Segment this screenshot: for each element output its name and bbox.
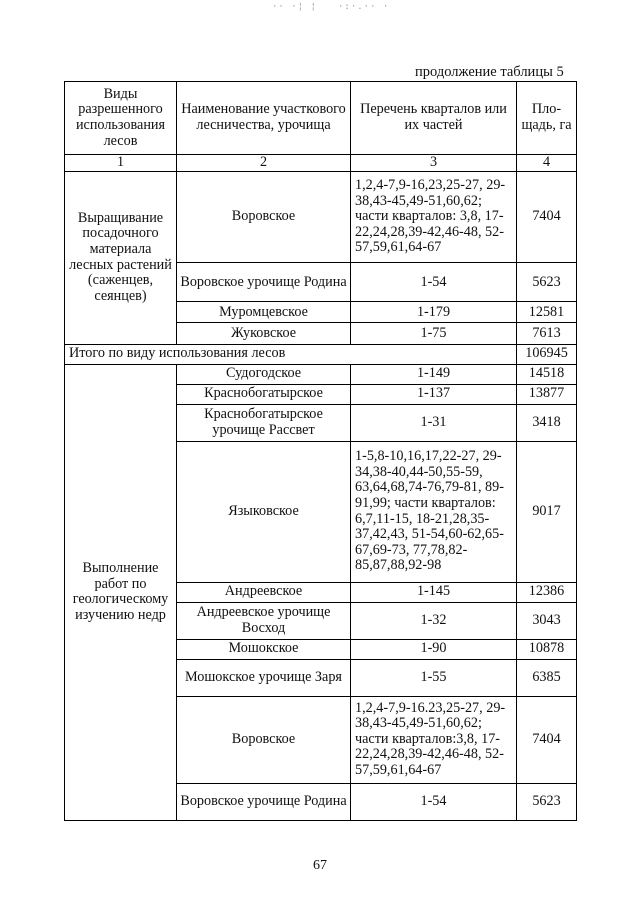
total-row	[65, 344, 577, 364]
area-cell: 9017	[517, 441, 577, 582]
header-forestry: Наименование участкового лесничества, урочища	[177, 82, 351, 155]
area-cell: 13877	[517, 384, 577, 404]
quarters-cell: 1,2,4-7,9-16,23,25-27, 29-38,43-45,49-51,60,62; части кварталов: 3,8, 17-22,24,28,39-42,46-48, 52-57,59,61,64-67	[351, 171, 517, 263]
area-cell: 12581	[517, 302, 577, 323]
column-number: 2	[177, 155, 351, 172]
forestry-cell: Воровское	[177, 171, 351, 263]
forestry-cell: Жуковское	[177, 323, 351, 344]
forestry-cell: Муромцевское	[177, 302, 351, 323]
quarters-cell: 1-145	[351, 582, 517, 602]
area-cell: 7613	[517, 323, 577, 344]
forestry-cell: Мошокское	[177, 639, 351, 659]
quarters-cell: 1-137	[351, 384, 517, 404]
forestry-cell: Судогодское	[177, 364, 351, 384]
header-area: Пло-щадь, га	[517, 82, 577, 155]
total-area: 106945	[517, 344, 577, 364]
area-cell: 3418	[517, 404, 577, 441]
quarters-cell: 1-54	[351, 783, 517, 820]
area-cell: 6385	[517, 659, 577, 696]
use-type-cell: Выращивание посадочного материала лесных растений (саженцев, сеянцев)	[65, 171, 177, 344]
column-number-row	[65, 155, 577, 172]
use-type-cell: Выполнение работ по геологическому изучению недр	[65, 364, 177, 820]
forestry-cell: Андреевское урочище Восход	[177, 602, 351, 639]
area-cell: 5623	[517, 263, 577, 302]
quarters-cell: 1,2,4-7,9-16.23,25-27, 29-38,43-45,49-51,60,62; части кварталов:3,8, 17-22,24,28,39-42,46-48, 52-57,59,61,64-67	[351, 696, 517, 783]
quarters-cell: 1-149	[351, 364, 517, 384]
header-quarters: Перечень кварталов или их частей	[351, 82, 517, 155]
header-use-type: Виды разрешенного использования лесов	[65, 82, 177, 155]
table-header-row	[65, 82, 577, 155]
quarters-cell: 1-90	[351, 639, 517, 659]
quarters-cell: 1-54	[351, 263, 517, 302]
forestry-cell: Краснобогатырское урочище Рассвет	[177, 404, 351, 441]
area-cell: 10878	[517, 639, 577, 659]
area-cell: 5623	[517, 783, 577, 820]
forestry-cell: Краснобогатырское	[177, 384, 351, 404]
forestry-cell: Воровское	[177, 696, 351, 783]
scan-artifact-marks: ·:·.·· ·	[338, 2, 390, 12]
area-cell: 12386	[517, 582, 577, 602]
total-label: Итого по виду использования лесов	[65, 344, 517, 364]
quarters-cell: 1-75	[351, 323, 517, 344]
table-row	[65, 364, 577, 384]
forestry-cell: Языковское	[177, 441, 351, 582]
column-number: 3	[351, 155, 517, 172]
quarters-cell: 1-5,8-10,16,17,22-27, 29-34,38-40,44-50,55-59, 63,64,68,74-76,79-81, 89-91,99; части кварталов: 6,7,11-15, 18-21,28,35-37,42,43, 51-54,60-62,65-67,69-73, 77,78,82-85,87,88,92-98	[351, 441, 517, 582]
quarters-cell: 1-179	[351, 302, 517, 323]
page-number: 67	[313, 858, 327, 873]
forestry-cell: Воровское урочище Родина	[177, 783, 351, 820]
scan-artifact-marks: ·· ·¦ ¦	[272, 2, 317, 12]
column-number: 4	[517, 155, 577, 172]
forestry-cell: Андреевское	[177, 582, 351, 602]
column-number: 1	[65, 155, 177, 172]
area-cell: 14518	[517, 364, 577, 384]
quarters-cell: 1-31	[351, 404, 517, 441]
quarters-cell: 1-32	[351, 602, 517, 639]
area-cell: 7404	[517, 696, 577, 783]
quarters-cell: 1-55	[351, 659, 517, 696]
forestry-cell: Мошокское урочище Заря	[177, 659, 351, 696]
area-cell: 3043	[517, 602, 577, 639]
table-continuation-caption: продолжение таблицы 5	[415, 64, 564, 80]
area-cell: 7404	[517, 171, 577, 263]
forestry-cell: Воровское урочище Родина	[177, 263, 351, 302]
forest-use-table	[64, 81, 577, 821]
table-row	[65, 171, 577, 263]
